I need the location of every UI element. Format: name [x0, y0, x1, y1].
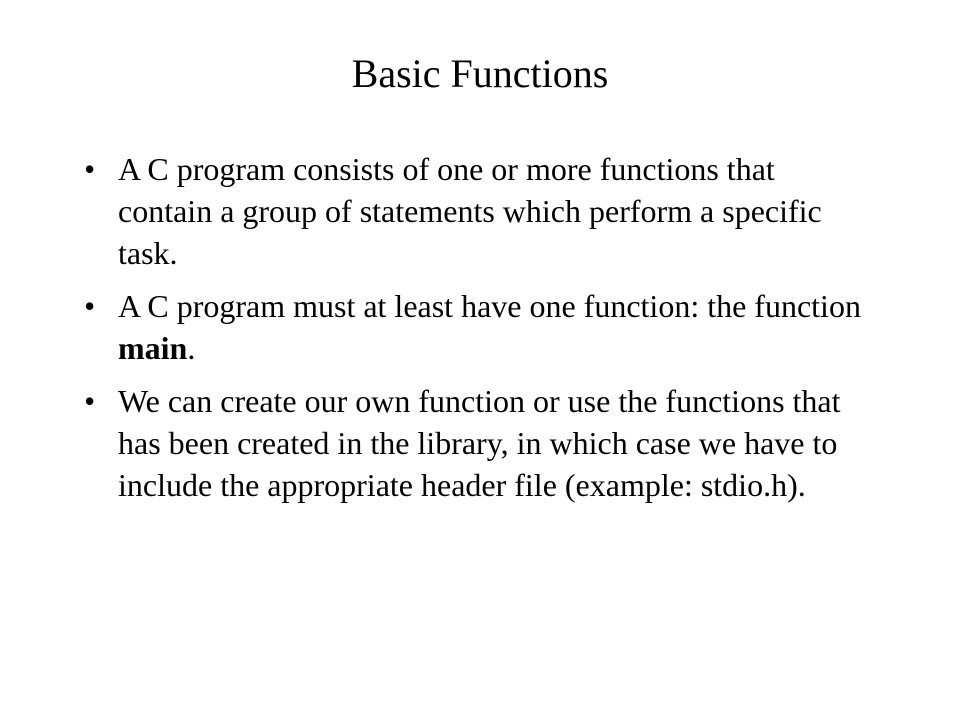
- bullet-emphasis: main: [118, 330, 188, 366]
- bullet-text: We can create our own function or use the functions that has been created in the library, in which case we have to include the appropriate header file (example: stdio.h).: [118, 383, 841, 503]
- bullet-text: A C program consists of one or more functions that contain a group of statements which perform a specific task.: [118, 151, 822, 271]
- bullet-text: A C program must at least have one function: the function: [118, 288, 861, 324]
- bullet-text-end: .: [187, 330, 196, 366]
- bullet-dot-icon: •: [84, 288, 96, 324]
- bullet-dot-icon: •: [84, 151, 96, 187]
- bullet-dot-icon: •: [84, 383, 96, 419]
- bullet-item: [84, 148, 874, 274]
- bullet-item: [84, 380, 874, 506]
- slide-title: Basic Functions: [351, 51, 609, 96]
- bullet-list: [84, 148, 874, 517]
- bullet-item: [84, 285, 874, 369]
